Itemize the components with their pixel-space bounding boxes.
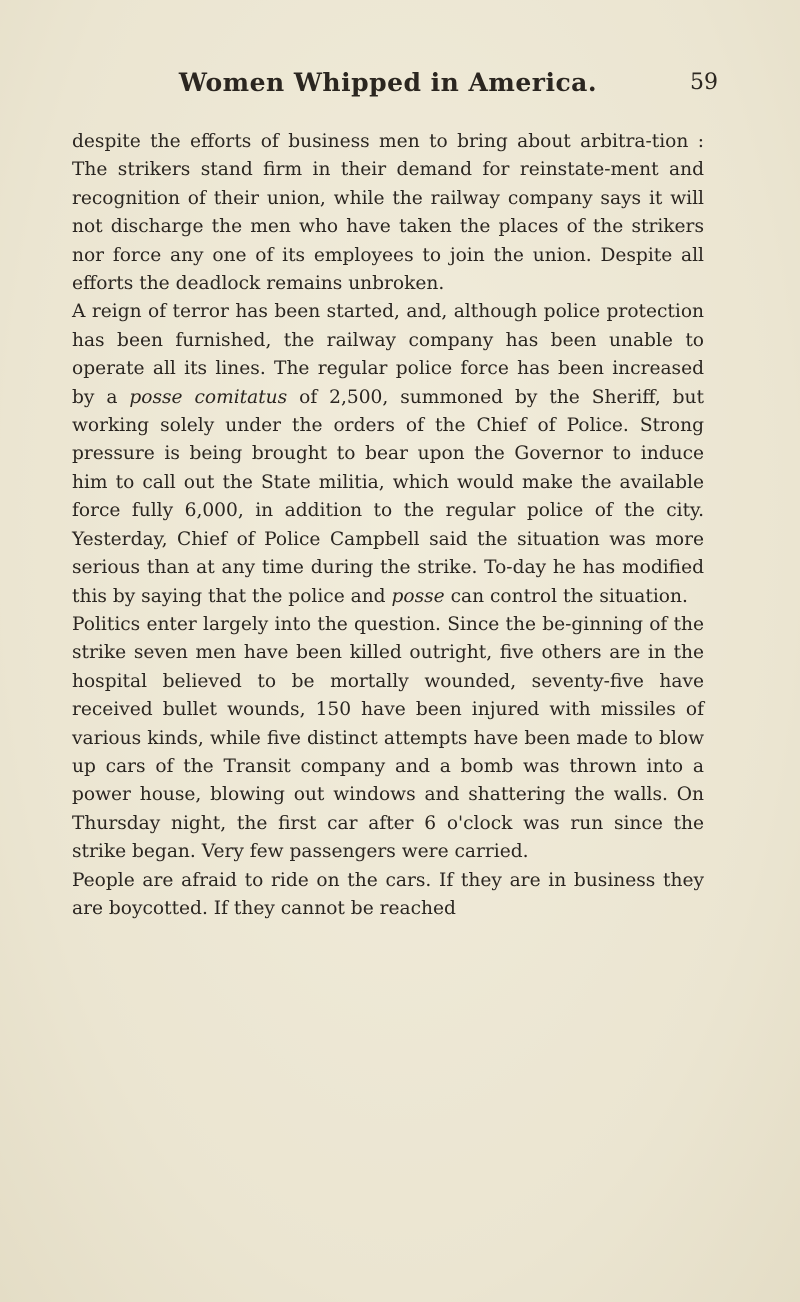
running-title: Women Whipped in America. (178, 68, 598, 97)
paragraph-text: People are afraid to ride on the cars. If they are in business they are boycotted. If they cannot be reached (72, 869, 704, 919)
page-number: 59 (690, 70, 718, 95)
italic-phrase: posse (391, 585, 445, 607)
paragraph-politics (72, 611, 704, 867)
paragraph-text: of 2,500, summoned by the Sheriff, but working solely under the orders of the Chief of Police. Strong pressure is being brought to bear upon the Governor to induce him to call out the State militia, which would make the available force fully 6,000, in addition to the regular police of the city. Yesterday, Chief of Police Campbell said the situation was more serious than at any time during the strike. To-day he has modified this by saying that the police and (72, 386, 705, 607)
paragraph-reign-of-terror (72, 298, 704, 610)
paragraph-text: despite the efforts of business men to bring about arbitra-tion : The strikers stand firm in their demand for reinstate-ment and recognition of their union, while the railway company says it will not discharge the men who have taken the places of the strikers nor force any one of its employees to join the union. Despite all efforts the deadlock remains unbroken. (72, 131, 704, 295)
paragraph-arbitration (72, 128, 704, 298)
running-head (60, 68, 716, 108)
paragraph-text: A reign of terror has been started, and, although police protection has been furnished, the railway company has been unable to operate all its lines. The regular police force has been increased by a (72, 301, 704, 408)
paragraph-text: can control the situation. (444, 585, 688, 607)
paragraph-people-afraid (72, 867, 704, 924)
paragraph-text: Politics enter largely into the question. Since the be-ginning of the strike seven men have been killed outright, five others are in the hospital believed to be mortally wounded, seventy-five have received bullet wounds, 150 have been injured with missiles of various kinds, while five distinct attempts have been made to blow up cars of the Transit company and a bomb was thrown into a power house, blowing out windows and shattering the walls. On Thursday night, the first car after 6 o'clock was run since the strike began. Very few passengers were carried. (72, 613, 704, 863)
italic-phrase: posse comitatus (129, 386, 288, 408)
body-text (72, 128, 704, 923)
